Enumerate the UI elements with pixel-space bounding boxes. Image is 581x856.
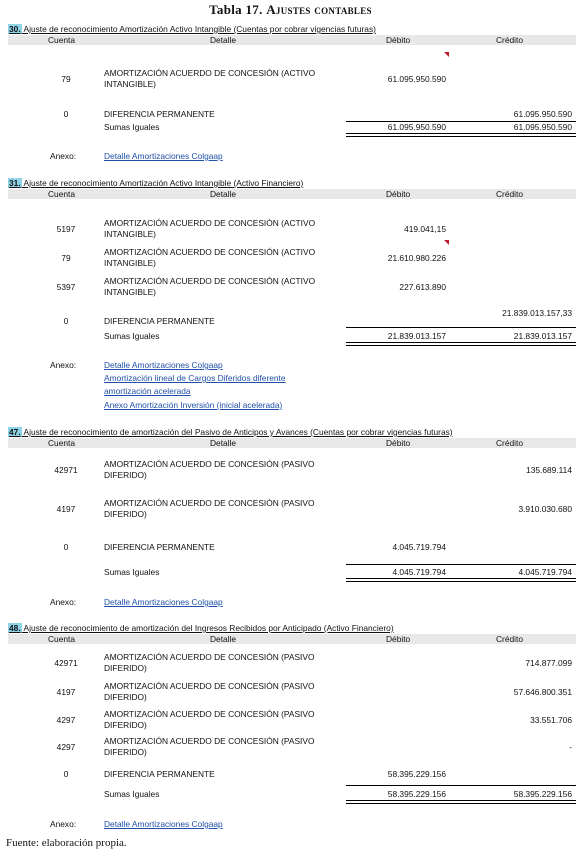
debit-cell: 419.041,15 xyxy=(404,224,446,234)
sum-double-rule xyxy=(346,342,576,346)
annex-link[interactable]: Detalle Amortizaciones Colgaap xyxy=(104,597,223,607)
credit-cell: 57.646.800.351 xyxy=(513,687,572,697)
sumas-label: Sumas Iguales xyxy=(104,331,160,341)
sum-credit: 4.045.719.794 xyxy=(518,567,572,577)
sum-double-rule xyxy=(346,578,576,582)
header-debito: Débito xyxy=(386,438,411,448)
account-cell: 79 xyxy=(61,253,71,263)
header-detalle: Detalle xyxy=(210,634,237,644)
account-cell: 4197 xyxy=(56,687,76,697)
credit-cell: - xyxy=(569,742,572,752)
detail-cell: AMORTIZACIÓN ACUERDO DE CONCESIÓN (ACTIVO INTANGIBLE) xyxy=(104,247,316,268)
section-31 xyxy=(8,178,576,416)
section-31-number: 31. xyxy=(9,178,21,188)
table-header xyxy=(8,189,576,199)
account-cell: 0 xyxy=(63,542,69,552)
source-note: Fuente: elaboración propia. xyxy=(6,837,127,849)
header-detalle: Detalle xyxy=(210,438,237,448)
annex-link[interactable]: Amortización lineal de Cargos Diferidos diferente xyxy=(104,373,286,383)
sum-top-rule xyxy=(346,121,576,122)
detail-cell: AMORTIZACIÓN ACUERDO DE CONCESIÓN (ACTIVO INTANGIBLE) xyxy=(104,68,316,89)
sum-debit: 58.395.229.156 xyxy=(387,789,446,799)
account-cell: 5397 xyxy=(56,282,76,292)
header-debito: Débito xyxy=(386,35,411,45)
annex-label: Anexo: xyxy=(50,597,77,607)
annex-link[interactable]: Anexo Amortización Inversión (inicial acelerada) xyxy=(104,400,283,410)
table-header xyxy=(8,438,576,448)
header-debito: Débito xyxy=(386,634,411,644)
detail-cell: DIFERENCIA PERMANENTE xyxy=(104,109,215,119)
header-cuenta: Cuenta xyxy=(48,634,76,644)
debit-cell: 58.395.229.156 xyxy=(387,769,446,779)
sum-debit: 21.839.013.157 xyxy=(387,331,446,341)
sumas-label: Sumas Iguales xyxy=(104,789,160,799)
section-47-title xyxy=(8,427,453,438)
header-credito: Crédito xyxy=(496,189,523,199)
account-cell: 42971 xyxy=(54,658,78,668)
account-cell: 5197 xyxy=(56,224,76,234)
detail-cell: AMORTIZACIÓN ACUERDO DE CONCESIÓN (PASIVO DIFERIDO) xyxy=(104,709,315,730)
detail-cell: AMORTIZACIÓN ACUERDO DE CONCESIÓN (ACTIVO INTANGIBLE) xyxy=(104,218,316,239)
account-cell: 4197 xyxy=(56,504,76,514)
detail-cell: AMORTIZACIÓN ACUERDO DE CONCESIÓN (PASIVO DIFERIDO) xyxy=(104,459,315,480)
account-cell: 0 xyxy=(63,316,69,326)
credit-cell: 33.551.706 xyxy=(530,715,572,725)
credit-cell: 714.877.099 xyxy=(525,658,572,668)
sum-top-rule xyxy=(346,785,576,786)
section-47-number: 47. xyxy=(9,427,21,437)
sum-credit: 58.395.229.156 xyxy=(513,789,572,799)
section-48-title xyxy=(8,623,394,634)
section-30-title-text: Ajuste de reconocimiento Amortización Activo Intangible (Cuentas por cobrar vigencias futuras) xyxy=(21,24,376,34)
sum-double-rule xyxy=(346,133,576,137)
section-30-title xyxy=(8,24,376,35)
table-header xyxy=(8,634,576,644)
credit-cell: 3.910.030.680 xyxy=(518,504,572,514)
account-cell: 4297 xyxy=(56,715,76,725)
section-47-title-text: Ajuste de reconocimiento de amortización del Pasivo de Anticipos y Avances (Cuentas por cobrar vigencias futuras) xyxy=(21,427,453,437)
sumas-label: Sumas Iguales xyxy=(104,567,160,577)
header-credito: Crédito xyxy=(496,438,523,448)
debit-cell: 4.045.719.794 xyxy=(392,542,446,552)
section-30-number: 30. xyxy=(9,24,21,34)
section-31-title xyxy=(8,178,303,189)
title-text: Ajustes contables xyxy=(266,2,372,17)
header-cuenta: Cuenta xyxy=(48,35,76,45)
sumas-label: Sumas Iguales xyxy=(104,122,160,132)
annex-link[interactable]: Detalle Amortizaciones Colgaap xyxy=(104,819,223,829)
annex-link[interactable]: amortización acelerada xyxy=(104,386,191,396)
detail-cell: AMORTIZACIÓN ACUERDO DE CONCESIÓN (ACTIVO INTANGIBLE) xyxy=(104,276,316,297)
annex-label: Anexo: xyxy=(50,151,77,161)
detail-cell: DIFERENCIA PERMANENTE xyxy=(104,769,215,779)
header-cuenta: Cuenta xyxy=(48,189,76,199)
sum-double-rule xyxy=(346,800,576,804)
section-30 xyxy=(8,24,576,164)
annex-link[interactable]: Detalle Amortizaciones Colgaap xyxy=(104,151,223,161)
detail-cell: AMORTIZACIÓN ACUERDO DE CONCESIÓN (PASIVO DIFERIDO) xyxy=(104,652,315,673)
comment-marker[interactable] xyxy=(444,240,449,245)
header-debito: Débito xyxy=(386,189,411,199)
annex-label: Anexo: xyxy=(50,360,77,370)
detail-cell: AMORTIZACIÓN ACUERDO DE CONCESIÓN (PASIVO DIFERIDO) xyxy=(104,736,315,757)
credit-cell: 135.689.114 xyxy=(526,465,572,475)
section-48-number: 48. xyxy=(9,623,21,633)
header-cuenta: Cuenta xyxy=(48,438,76,448)
header-detalle: Detalle xyxy=(210,35,237,45)
header-credito: Crédito xyxy=(496,35,523,45)
table-header xyxy=(8,35,576,45)
sum-debit: 4.045.719.794 xyxy=(392,567,446,577)
credit-cell: 21.839.013.157,33 xyxy=(502,308,572,318)
header-credito: Crédito xyxy=(496,634,523,644)
account-cell: 0 xyxy=(63,109,69,119)
detail-cell: DIFERENCIA PERMANENTE xyxy=(104,316,215,326)
sum-debit: 61.095.950.590 xyxy=(387,122,446,132)
credit-cell: 61.095.950.590 xyxy=(513,109,572,119)
sum-credit: 21.839.013.157 xyxy=(513,331,572,341)
title-label: Tabla 17. xyxy=(209,2,263,17)
account-cell: 0 xyxy=(63,769,69,779)
account-cell: 79 xyxy=(61,74,71,84)
detail-cell: AMORTIZACIÓN ACUERDO DE CONCESIÓN (PASIVO DIFERIDO) xyxy=(104,681,315,702)
account-cell: 42971 xyxy=(54,465,78,475)
section-31-title-text: Ajuste de reconocimiento Amortización Activo Intangible (Activo Financiero) xyxy=(21,178,304,188)
header-detalle: Detalle xyxy=(210,189,237,199)
section-47 xyxy=(8,427,576,612)
sum-top-rule xyxy=(346,564,576,565)
annex-label: Anexo: xyxy=(50,819,77,829)
comment-marker[interactable] xyxy=(444,52,449,57)
section-48 xyxy=(8,623,576,833)
page-title xyxy=(0,2,581,18)
debit-cell: 227.613.890 xyxy=(399,282,446,292)
detail-cell: DIFERENCIA PERMANENTE xyxy=(104,542,215,552)
debit-cell: 21.610.980.226 xyxy=(387,253,446,263)
account-cell: 4297 xyxy=(56,742,76,752)
sum-top-rule xyxy=(346,327,576,328)
sum-credit: 61.095.950.590 xyxy=(513,122,572,132)
debit-cell: 61.095.950.590 xyxy=(387,74,446,84)
section-48-title-text: Ajuste de reconocimiento de amortización del Ingresos Recibidos por Anticipado (Activo Financiero) xyxy=(21,623,394,633)
annex-link[interactable]: Detalle Amortizaciones Colgaap xyxy=(104,360,223,370)
detail-cell: AMORTIZACIÓN ACUERDO DE CONCESIÓN (PASIVO DIFERIDO) xyxy=(104,498,315,519)
